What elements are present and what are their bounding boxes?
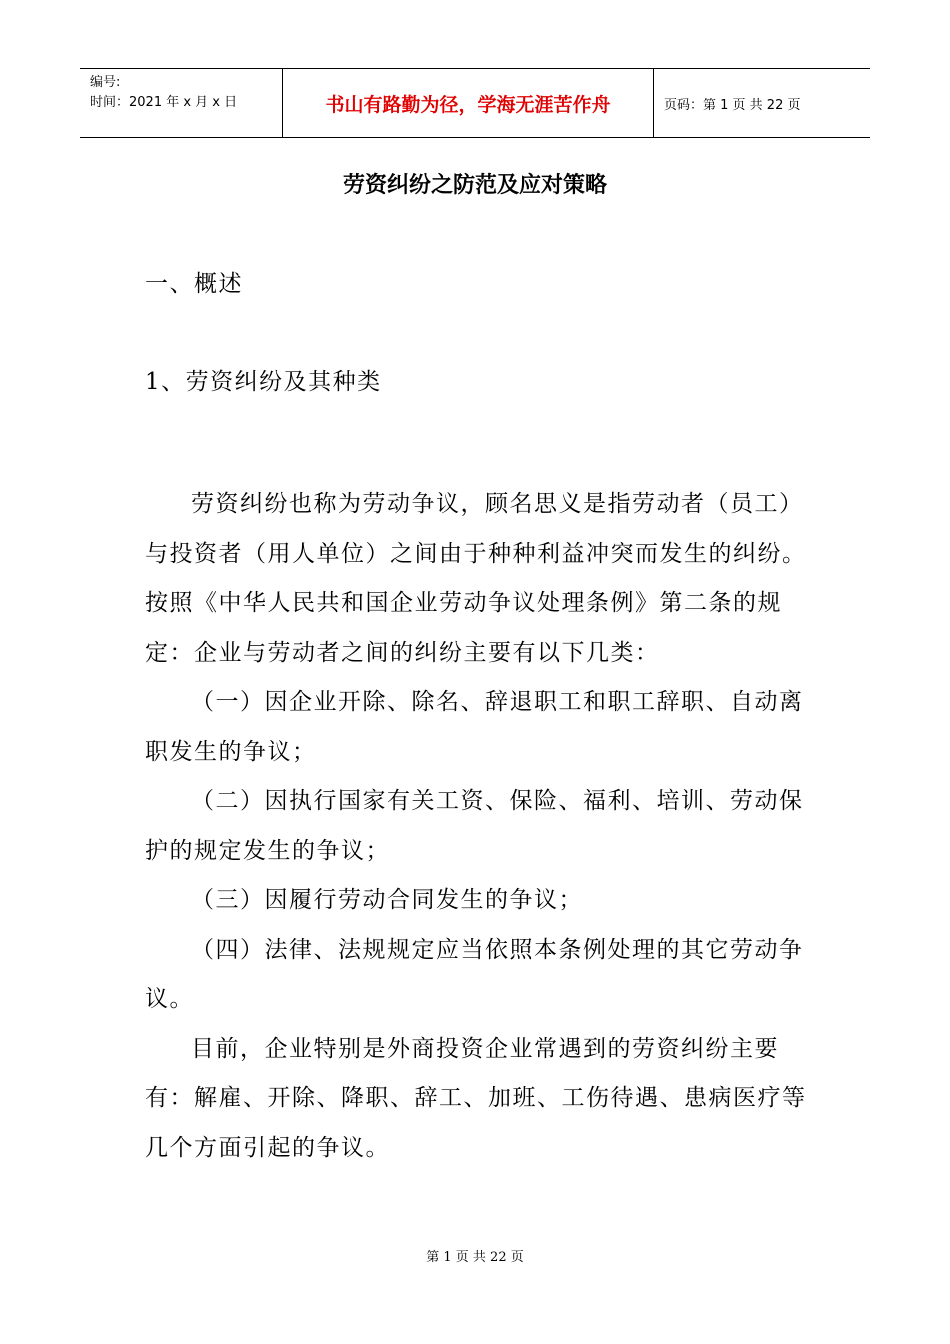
paragraph-current: 目前，企业特别是外商投资企业常遇到的劳资纠纷主要有：解雇、开除、降职、辞工、加班、工伤待遇、患病医疗等几个方面引起的争议。: [145, 1035, 807, 1161]
paragraph-item-3: （三）因履行劳动合同发生的争议；: [191, 887, 583, 913]
document-header: [80, 68, 870, 138]
document-date: 时间：2021 年 x 月 x 日: [90, 95, 238, 110]
document-number-label: 编号:: [90, 75, 121, 90]
paragraph-item-2: （二）因执行国家有关工资、保险、福利、培训、劳动保护的规定发生的争议；: [145, 788, 804, 864]
document-title: 劳资纠纷之防范及应对策略: [342, 173, 607, 198]
header-motto: 书山有路勤为径，学海无涯苦作舟: [282, 69, 654, 137]
section-heading: 一、概述: [145, 271, 243, 297]
document-body: [145, 264, 810, 1173]
paragraph-intro: 劳资纠纷也称为劳动争议，顾名思义是指劳动者（员工）与投资者（用人单位）之间由于种种利益冲突而发生的纠纷。按照《中华人民共和国企业劳动争议处理条例》第二条的规定：企业与劳动者之间的纠纷主要有以下几类：: [145, 491, 807, 666]
paragraph-item-4: （四）法律、法规规定应当依照本条例处理的其它劳动争议。: [145, 936, 804, 1012]
subsection-heading: 1、劳资纠纷及其种类: [145, 369, 382, 395]
paragraph-item-1: （一）因企业开除、除名、辞退职工和职工辞职、自动离职发生的争议；: [145, 689, 804, 765]
page-footer: 第 1 页 共 22 页: [426, 1250, 524, 1265]
header-page-info: 页码：第 1 页 共 22 页: [664, 97, 801, 113]
header-meta: [80, 69, 282, 137]
